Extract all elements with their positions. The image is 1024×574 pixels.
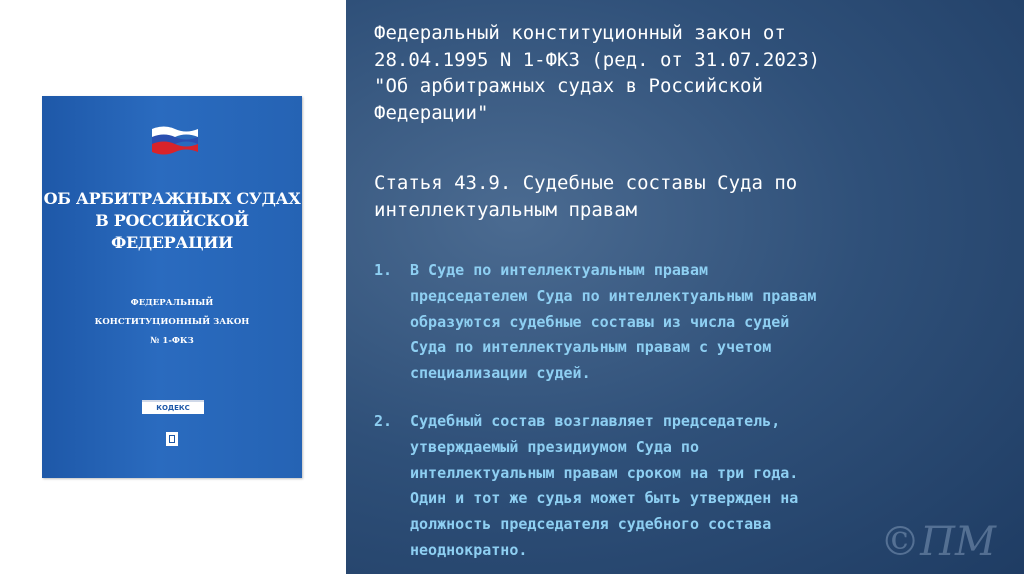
russian-flag-icon xyxy=(150,124,200,156)
article-points xyxy=(374,258,1014,564)
publisher-mark-icon xyxy=(166,432,178,446)
law-heading: Федеральный конституционный закон от 28.04.1995 N 1-ФКЗ (ред. от 31.07.2023) "Об арбитражных судах в Российской Федерации" xyxy=(374,22,821,124)
list-item xyxy=(374,258,1014,387)
book-subtitle: ФЕДЕРАЛЬНЫЙ КОНСТИТУЦИОННЫЙ ЗАКОН № 1-ФКЗ xyxy=(94,298,250,346)
left-panel xyxy=(0,0,346,574)
point-number: 2. xyxy=(374,411,393,430)
point-text: Судебный состав возглавляет председатель, утверждаемый президиумом Суда по интеллектуальным правам сроком на три года. Один и тот же судья может быть утвержден на должность председателя судебного состава неоднократно. xyxy=(410,411,799,559)
point-number: 1. xyxy=(374,261,393,279)
article-title: Статья 43.9. Судебные составы Суда по интеллектуальным правам xyxy=(374,172,798,221)
watermark: ©ПМ xyxy=(880,519,996,565)
point-text: В Суде по интеллектуальным правам председателем Суда по интеллектуальным правам образуются судебные составы из числа судей Суда по интеллектуальным правам с учетом специализации судей. xyxy=(410,261,817,383)
publisher-logo xyxy=(142,400,204,414)
book-cover xyxy=(42,96,302,478)
publisher-name: КОДЕКС xyxy=(156,404,190,412)
right-panel xyxy=(346,0,1024,574)
book-title: ОБ АРБИТРАЖНЫХ СУДАХ В РОССИЙСКОЙ ФЕДЕРАЦИИ xyxy=(43,189,301,252)
